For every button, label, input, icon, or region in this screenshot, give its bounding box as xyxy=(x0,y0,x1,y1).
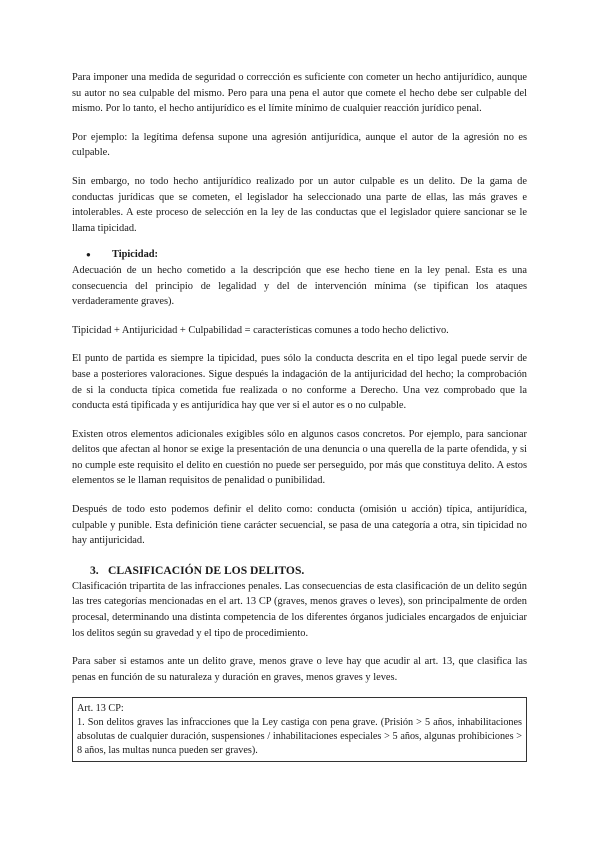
formula-line: Tipicidad + Antijuricidad + Culpabilidad = características comunes a todo hecho delictivo. xyxy=(72,324,449,336)
section-title: CLASIFICACIÓN DE LOS DELITOS. xyxy=(108,563,305,577)
bullet-icon: ● xyxy=(86,250,91,260)
paragraph: Después de todo esto podemos definir el delito como: conducta (omisión u acción) típica, antijurídica, culpable y punible. Esta definición tiene carácter secuencial, se pasa de una categoría a otra, sin tipicidad no hay antijuricidad. xyxy=(72,504,527,547)
section-number: 3. xyxy=(90,563,99,577)
bullet-heading-tipicidad xyxy=(72,247,527,263)
paragraph: Para saber si estamos ante un delito grave, menos grave o leve hay que acudir al art. 13, que clasifica las penas en función de su naturaleza y duración en graves, menos graves y leves. xyxy=(72,656,527,683)
article-text: 1. Son delitos graves las infracciones que la Ley castiga con pena grave. (Prisión > 5 años, inhabilitaciones absolutas de cualquier duración, suspensiones / inhabilitaciones especiales > 5 años, algunas prohibiciones > 8 años, las multas nunca pueden ser graves). xyxy=(77,717,522,757)
bullet-title: Tipicidad: xyxy=(112,249,159,261)
paragraph: El punto de partida es siempre la tipicidad, pues sólo la conducta descrita en el tipo legal puede servir de base a posteriores valoraciones. Sigue después la indagación de la antijuricidad del hecho; la comprobación de si la conducta típica cometida fue realizada o no conforme a Derecho. Una vez comprobado que la conducta está tipificada y es antijurídica hay que ver si el autor es o no culpable. xyxy=(72,353,527,412)
article-box xyxy=(72,697,527,762)
paragraph: Adecuación de un hecho cometido a la descripción que ese hecho tiene en la ley penal. Esta es una consecuencia del principio de legalidad y del de intervención mínima (se tipifican los ataques verdaderamente graves). xyxy=(72,264,527,308)
document-body xyxy=(72,70,527,762)
paragraph: Clasificación tripartita de las infracciones penales. Las consecuencias de esta clasificación de un delito según las tres categorías mencionadas en el art. 13 CP (graves, menos graves o leves), son principalmente de orden procesal, determinando una distinta competencia de los diferentes órganos judiciales encargados de enjuiciar los delitos según su gravedad y el tipo de procedimiento. xyxy=(72,580,527,639)
paragraph: Por ejemplo: la legítima defensa supone una agresión antijurídica, aunque el autor de la agresión no es culpable. xyxy=(72,131,527,159)
paragraph: Existen otros elementos adicionales exigibles sólo en algunos casos concretos. Por ejemplo, para sancionar delitos que afectan al honor se exige la presentación de una denuncia o una querella de la parte ofendida, y si no cumple este requisito el delito en cuestión no puede ser perseguido, por más que constituya delito. A estos elementos se le llaman requisitos de penalidad o punibilidad. xyxy=(72,428,527,487)
paragraph: Sin embargo, no todo hecho antijurídico realizado por un autor culpable es un delito. De la gama de conductas jurídicas que se cometen, el legislador ha seleccionado una parte de ellas, las más graves e intolerables. A este proceso de selección en la ley de las conductas que el legislador quiere sancionar se le llama tipicidad. xyxy=(72,175,527,234)
section-heading xyxy=(72,563,527,579)
article-heading: Art. 13 CP: xyxy=(77,703,124,715)
paragraph: Para imponer una medida de seguridad o corrección es suficiente con cometer un hecho antijurídico, aunque su autor no sea culpable del mismo. Pero para una pena el autor que comete el hecho debe ser culpable del mismo. Por lo tanto, el hecho antijurídico es el límite mínimo de cualquier reacción jurídico penal. xyxy=(72,72,527,115)
